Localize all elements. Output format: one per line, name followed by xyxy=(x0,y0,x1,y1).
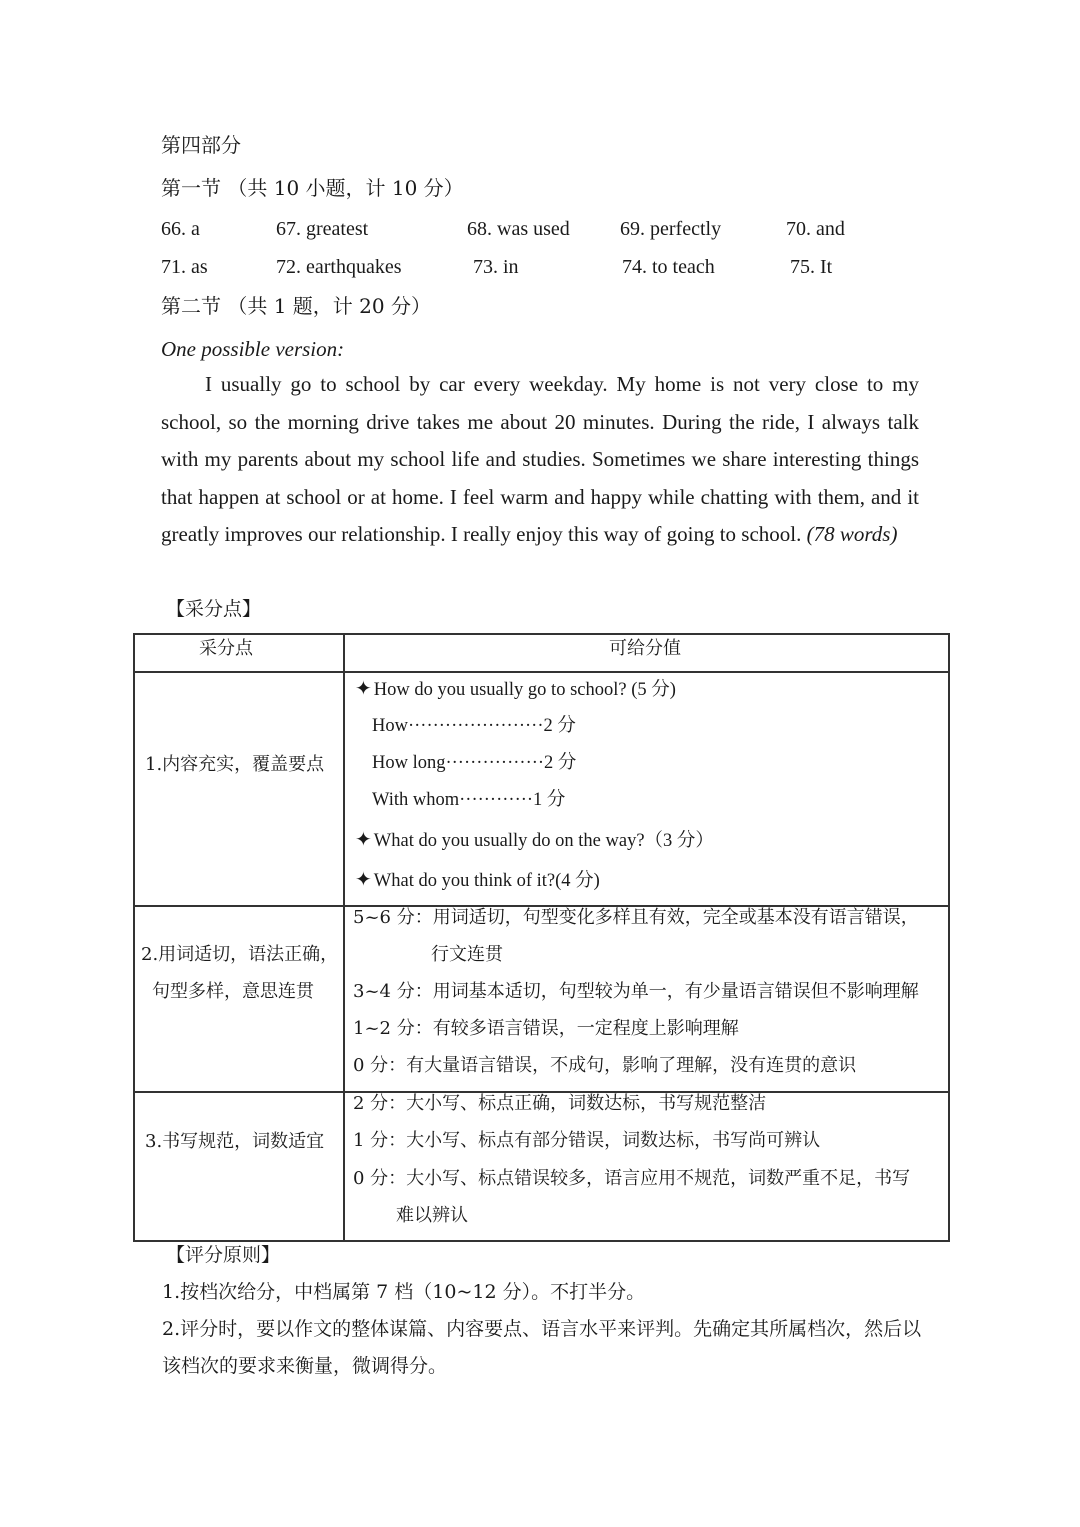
row2-level-1-2: 1~2 分：有较多语言错误，一定程度上影响理解 xyxy=(353,1018,739,1039)
row1-question1: ✦ How do you usually go to school? (5 分) xyxy=(355,678,676,700)
row3-level-0-cont: 难以辨认 xyxy=(396,1205,468,1226)
model-essay xyxy=(161,366,919,554)
scoring-points-heading: 【采分点】 xyxy=(166,598,262,620)
word-count: (78 words) xyxy=(806,522,898,547)
principle-1: 1.按档次给分，中档属第 7 档（10~12 分）。不打半分。 xyxy=(162,1281,646,1303)
row3-level-1: 1 分：大小写、标点有部分错误，词数达标，书写尚可辨认 xyxy=(353,1130,821,1151)
scoring-table xyxy=(133,633,950,1242)
table-border-right xyxy=(948,633,950,1242)
row2-criterion-line2: 句型多样，意思连贯 xyxy=(152,981,314,1002)
table-header-divider xyxy=(133,671,950,673)
answer-75: 75. It xyxy=(790,256,833,278)
row1-item-with-whom: With whom············1 分 xyxy=(372,790,566,810)
table-border-top xyxy=(133,633,950,635)
principle-2-line2: 该档次的要求来衡量，微调得分。 xyxy=(162,1355,448,1377)
answer-74: 74. to teach xyxy=(622,256,715,278)
row2-criterion-line1: 2.用词适切，语法正确， xyxy=(141,944,339,965)
answer-68: 68. was used xyxy=(467,218,570,240)
section2-title: 第二节 （共 1 题，计 20 分） xyxy=(161,294,431,318)
row1-question3: ✦ What do you think of it?(4 分) xyxy=(355,869,600,891)
part-title: 第四部分 xyxy=(161,133,241,157)
row1-item-how-long: How long················2 分 xyxy=(372,753,577,773)
table-border-bottom xyxy=(133,1240,950,1242)
four-point-star-icon: ✦ xyxy=(355,869,372,891)
answer-73: 73. in xyxy=(473,256,519,278)
four-point-star-icon: ✦ xyxy=(355,829,372,851)
table-border-left xyxy=(133,633,135,1242)
principles-heading: 【评分原则】 xyxy=(166,1244,281,1266)
row3-level-0: 0 分：大小写、标点错误较多，语言应用不规范，词数严重不足，书写 xyxy=(353,1168,911,1189)
row3-criterion: 3.书写规范，词数适宜 xyxy=(145,1131,325,1152)
header-score: 可给分值 xyxy=(609,638,681,659)
row1-criterion: 1.内容充实，覆盖要点 xyxy=(145,754,325,775)
answer-66: 66. a xyxy=(161,218,200,240)
row2-level-5-6: 5~6 分：用词适切，句型变化多样且有效，完全或基本没有语言错误， xyxy=(353,907,919,928)
row2-level-3-4: 3~4 分：用词基本适切，句型较为单一，有少量语言错误但不影响理解 xyxy=(353,981,919,1002)
table-column-divider xyxy=(343,633,345,1242)
header-criterion: 采分点 xyxy=(199,638,253,659)
row3-level-2: 2 分：大小写、标点正确，词数达标，书写规范整洁 xyxy=(353,1093,767,1114)
answer-69: 69. perfectly xyxy=(620,218,722,240)
row1-item-how: How······················2 分 xyxy=(372,716,576,736)
answer-67: 67. greatest xyxy=(276,218,369,240)
section1-title: 第一节 （共 10 小题，计 10 分） xyxy=(161,176,464,200)
answer-70: 70. and xyxy=(786,218,845,240)
principle-2-line1: 2.评分时，要以作文的整体谋篇、内容要点、语言水平来评判。先确定其所属档次，然后以 xyxy=(162,1318,922,1340)
answer-72: 72. earthquakes xyxy=(276,256,402,278)
row2-level-5-6-cont: 行文连贯 xyxy=(431,944,503,965)
answer-71: 71. as xyxy=(161,256,208,278)
four-point-star-icon: ✦ xyxy=(355,678,372,700)
version-label: One possible version: xyxy=(161,337,345,361)
row2-level-0: 0 分：有大量语言错误，不成句，影响了理解，没有连贯的意识 xyxy=(353,1055,857,1076)
row1-question2: ✦ What do you usually do on the way?（3 分） xyxy=(355,829,714,851)
essay-text: I usually go to school by car every weekday. My home is not very close to my school, so the morning drive takes me about 20 minutes. During the ride, I always talk with my parents about my school life and studies. Sometimes we share interesting things that happen at school or at home. I feel warm and happy while chatting with them, and it greatly improves our relationship. I really enjoy this way of going to school. xyxy=(161,372,919,547)
